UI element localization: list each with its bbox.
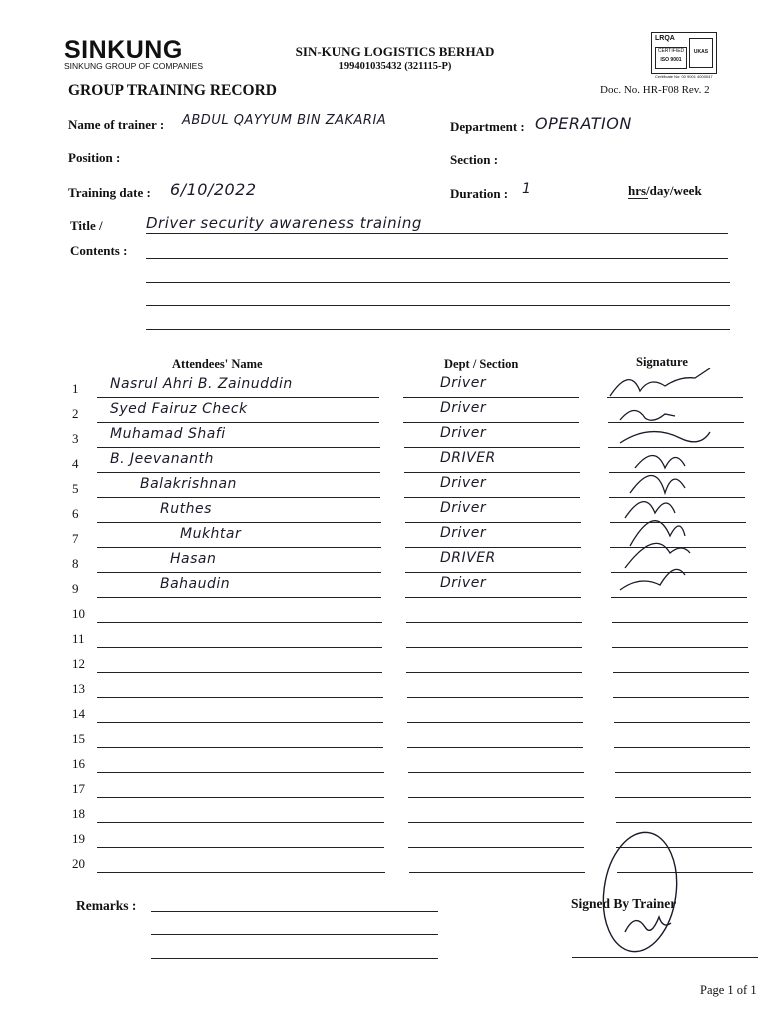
dept-line	[403, 397, 579, 398]
name-line	[97, 772, 384, 773]
dept-line	[406, 647, 582, 648]
dept-line	[404, 472, 580, 473]
dept-line	[407, 697, 583, 698]
signature-line	[612, 622, 748, 623]
attendee-dept: DRIVER	[440, 450, 496, 466]
dept-line	[403, 422, 579, 423]
name-line	[97, 747, 383, 748]
signature-line	[613, 672, 749, 673]
cert-standard: ISO 9001	[660, 57, 682, 63]
attendee-name: Muhamad Shafi	[110, 426, 226, 442]
row-number: 19	[72, 831, 85, 846]
duration-unit	[628, 183, 702, 199]
trainer-label: Name of trainer :	[68, 117, 165, 132]
title-label: Title /	[70, 218, 103, 233]
name-line	[97, 847, 384, 848]
attendee-name: Balakrishnan	[140, 476, 237, 492]
cert-org: LRQA	[655, 35, 675, 42]
row-number: 6	[72, 506, 79, 521]
ukas-mark	[689, 38, 713, 68]
signature-line	[614, 747, 750, 748]
company-reg-number: 199401035432 (321115-P)	[338, 61, 452, 72]
title-line-2	[146, 258, 728, 259]
doc-number: Doc. No. HR-F08 Rev. 2	[600, 84, 710, 96]
name-line	[97, 822, 384, 823]
attendee-dept: Driver	[440, 375, 487, 391]
header-signature: Signature	[636, 355, 688, 369]
logo-subtext: SINKUNG GROUP OF COMPANIES	[64, 61, 204, 71]
title-line-1	[146, 233, 728, 234]
duration-value: 1	[522, 181, 532, 197]
attendee-dept: Driver	[440, 525, 487, 541]
name-line	[97, 697, 383, 698]
remarks-line-2	[151, 934, 438, 935]
attendee-dept: DRIVER	[440, 550, 496, 566]
company-logo	[64, 36, 203, 71]
row-number: 15	[72, 731, 85, 746]
dept-line	[408, 772, 584, 773]
signed-by-label: Signed By Trainer	[571, 896, 677, 911]
name-line	[97, 797, 384, 798]
dept-line	[408, 797, 584, 798]
row-number: 1	[72, 381, 79, 396]
name-line	[97, 572, 381, 573]
position-label: Position :	[68, 150, 121, 165]
dept-line	[409, 872, 585, 873]
cert-note: Certificate No: 00 9001 4000047	[655, 74, 713, 79]
row-number: 4	[72, 456, 79, 471]
row-number: 10	[72, 606, 85, 621]
header-dept-section: Dept / Section	[444, 357, 519, 371]
dept-line	[404, 497, 580, 498]
department-value: OPERATION	[535, 114, 632, 133]
cert-box	[655, 47, 687, 69]
dept-line	[406, 672, 582, 673]
row-number: 11	[72, 631, 85, 646]
name-line	[97, 672, 382, 673]
name-line	[97, 497, 380, 498]
dept-line	[405, 522, 581, 523]
row-number: 8	[72, 556, 79, 571]
contents-label: Contents :	[70, 243, 128, 258]
row-number: 2	[72, 406, 79, 421]
name-line	[97, 722, 383, 723]
dept-line	[408, 847, 584, 848]
training-date-label: Training date :	[68, 185, 151, 200]
row-number: 7	[72, 531, 79, 546]
logo-text: SINKUNG	[64, 36, 183, 64]
row-number: 14	[72, 706, 85, 721]
name-line	[97, 547, 381, 548]
name-line	[97, 622, 382, 623]
title-line-3	[146, 282, 730, 283]
signature-line	[612, 647, 748, 648]
row-number: 17	[72, 781, 85, 796]
title-line-4	[146, 305, 730, 306]
trainer-signature-mark	[585, 822, 695, 962]
duration-label: Duration :	[450, 186, 509, 201]
name-line	[97, 647, 382, 648]
attendee-name: Nasrul Ahri B. Zainuddin	[110, 376, 293, 392]
attendee-name: Bahaudin	[160, 576, 231, 592]
signature-line	[614, 722, 750, 723]
row-number: 20	[72, 856, 85, 871]
department-label: Department :	[450, 119, 525, 134]
signature-line	[615, 797, 751, 798]
attendee-dept: Driver	[440, 425, 487, 441]
attendee-dept: Driver	[440, 475, 487, 491]
attendee-dept: Driver	[440, 575, 487, 591]
remarks-label: Remarks :	[76, 898, 137, 913]
name-line	[97, 397, 379, 398]
attendee-dept: Driver	[440, 400, 487, 416]
remarks-line-3	[151, 958, 438, 959]
page-number: Page 1 of 1	[700, 983, 757, 997]
attendee-name: Syed Fairuz Check	[110, 401, 248, 417]
row-number: 9	[72, 581, 79, 596]
dept-line	[404, 447, 580, 448]
dept-line	[406, 622, 582, 623]
duration-unit-text: hrs/day/week	[628, 183, 702, 198]
name-line	[97, 472, 380, 473]
dept-line	[408, 822, 584, 823]
row-number: 16	[72, 756, 85, 771]
title-line-5	[146, 329, 730, 330]
attendee-signatures	[600, 368, 760, 608]
dept-line	[405, 547, 581, 548]
name-line	[97, 522, 381, 523]
attendee-name: Mukhtar	[180, 526, 242, 542]
title-value: Driver security awareness training	[146, 214, 422, 232]
attendee-dept: Driver	[440, 500, 487, 516]
name-line	[97, 597, 381, 598]
name-line	[97, 447, 380, 448]
row-number: 5	[72, 481, 79, 496]
row-number: 3	[72, 431, 79, 446]
header-attendees-name: Attendees' Name	[172, 357, 263, 371]
name-line	[97, 872, 385, 873]
trainer-value: ABDUL QAYYUM BIN ZAKARIA	[182, 113, 387, 128]
attendee-name: Hasan	[170, 551, 217, 567]
attendee-name: Ruthes	[160, 501, 212, 517]
dept-line	[405, 572, 581, 573]
section-label: Section :	[450, 152, 499, 167]
cert-label: CERTIFIED	[657, 48, 685, 54]
row-number: 12	[72, 656, 85, 671]
remarks-line-1	[151, 911, 438, 912]
signature-line	[613, 697, 749, 698]
signature-line	[615, 772, 751, 773]
form-title: GROUP TRAINING RECORD	[68, 82, 277, 99]
row-number: 18	[72, 806, 85, 821]
dept-line	[407, 722, 583, 723]
dept-line	[405, 597, 581, 598]
training-date-value: 6/10/2022	[170, 180, 257, 199]
attendee-name: B. Jeevananth	[110, 451, 214, 467]
row-number: 13	[72, 681, 85, 696]
name-line	[97, 422, 379, 423]
certification-badge	[651, 32, 717, 74]
ukas-label: UKAS	[693, 49, 709, 55]
company-name: SIN-KUNG LOGISTICS BERHAD	[295, 44, 495, 59]
dept-line	[407, 747, 583, 748]
